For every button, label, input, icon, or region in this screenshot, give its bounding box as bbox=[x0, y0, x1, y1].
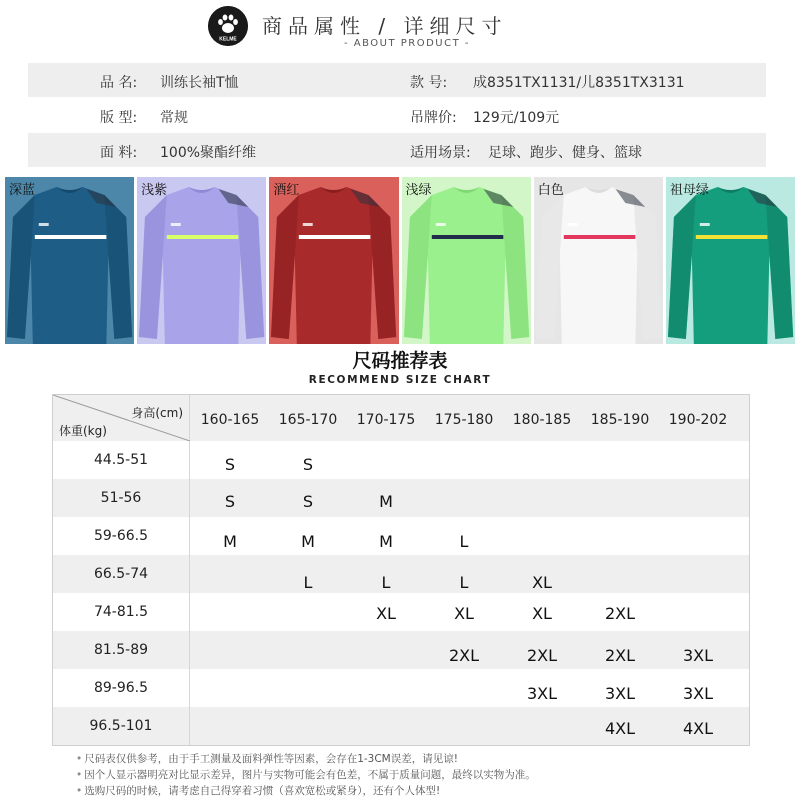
color-swatch bbox=[666, 177, 795, 344]
color-swatch bbox=[5, 177, 134, 344]
long-sleeve-shirt-icon bbox=[534, 177, 663, 344]
note-item bbox=[76, 783, 776, 799]
size-cell bbox=[191, 631, 269, 669]
size-cell: S bbox=[224, 455, 236, 474]
note-item bbox=[76, 767, 776, 783]
size-cell bbox=[659, 441, 737, 479]
size-cell: M bbox=[223, 532, 237, 551]
fabric-label: 面 料: bbox=[100, 145, 138, 161]
size-cell bbox=[269, 593, 347, 631]
size-chart-subtitle: RECOMMEND SIZE CHART bbox=[308, 374, 492, 386]
size-cell: 3XL bbox=[526, 684, 558, 703]
fit-value: 常规 bbox=[160, 110, 188, 126]
price-value: 129元/109元 bbox=[473, 110, 560, 126]
height-column-header: 185-190 bbox=[590, 412, 650, 428]
size-cell bbox=[425, 669, 503, 707]
size-cell: 2XL bbox=[526, 646, 558, 665]
size-cell: S bbox=[302, 492, 314, 511]
size-row bbox=[53, 669, 749, 707]
weight-range-cell: 81.5-89 bbox=[53, 631, 190, 669]
size-cell: 2XL bbox=[604, 646, 636, 665]
color-swatch bbox=[402, 177, 531, 344]
weight-range-cell: 51-56 bbox=[53, 479, 190, 517]
height-column-header: 175-180 bbox=[434, 412, 494, 428]
long-sleeve-shirt-icon bbox=[137, 177, 266, 344]
note-text: 尺码表仅供参考，由于手工测量及面料弹性等因素，会存在1-3CM误差，请见谅! bbox=[84, 753, 458, 765]
note-text: 选购尺码的时候，请考虑自己得穿着习惯（喜欢宽松或紧身），还有个人体型! bbox=[84, 785, 441, 797]
bullet-icon: • bbox=[76, 785, 83, 797]
size-cell bbox=[269, 707, 347, 745]
size-cell: M bbox=[379, 492, 393, 511]
note-text: 因个人显示器明亮对比显示差异，图片与实物可能会有色差，不属于质量问题，最终以实物为准。 bbox=[84, 769, 536, 781]
size-cell bbox=[347, 707, 425, 745]
weight-range-cell: 74-81.5 bbox=[53, 593, 190, 631]
color-swatch-label: 祖母绿 bbox=[669, 183, 709, 198]
size-cell bbox=[581, 441, 659, 479]
color-swatch bbox=[137, 177, 266, 344]
size-row bbox=[53, 555, 749, 593]
size-cell bbox=[191, 593, 269, 631]
size-row bbox=[53, 517, 749, 555]
color-swatch bbox=[534, 177, 663, 344]
size-row bbox=[53, 593, 749, 631]
size-cell bbox=[659, 555, 737, 593]
size-cell bbox=[191, 707, 269, 745]
size-cell bbox=[503, 479, 581, 517]
color-swatch-label: 浅绿 bbox=[405, 183, 432, 198]
fit-label: 版 型: bbox=[100, 110, 138, 126]
size-cell bbox=[191, 555, 269, 593]
paw-logo-icon bbox=[208, 6, 248, 46]
size-cell bbox=[659, 479, 737, 517]
size-cell: 3XL bbox=[682, 646, 714, 665]
height-column-header: 180-185 bbox=[512, 412, 572, 428]
size-cell bbox=[503, 517, 581, 555]
size-cell: S bbox=[302, 455, 314, 474]
price-label: 吊牌价: bbox=[410, 110, 457, 126]
height-column-header: 190-202 bbox=[668, 412, 728, 428]
notes bbox=[76, 751, 776, 799]
size-cell bbox=[269, 631, 347, 669]
size-chart-title: 尺码推荐表 bbox=[352, 350, 448, 372]
size-cell bbox=[503, 441, 581, 479]
size-cell: 2XL bbox=[604, 604, 636, 623]
size-cell bbox=[347, 441, 425, 479]
long-sleeve-shirt-icon bbox=[269, 177, 398, 344]
weight-range-cell: 44.5-51 bbox=[53, 441, 190, 479]
weight-range-cell: 66.5-74 bbox=[53, 555, 190, 593]
size-cell: XL bbox=[454, 604, 474, 623]
size-cell bbox=[503, 707, 581, 745]
size-row bbox=[53, 441, 749, 479]
height-column-header: 170-175 bbox=[356, 412, 416, 428]
color-swatch-label: 白色 bbox=[537, 183, 564, 198]
page-title: 商品属性 / 详细尺寸 bbox=[262, 14, 508, 38]
size-cell bbox=[659, 593, 737, 631]
size-cell: 4XL bbox=[604, 719, 636, 738]
fabric-value: 100%聚酯纤维 bbox=[160, 145, 257, 161]
size-chart-table bbox=[52, 394, 750, 746]
size-cell: S bbox=[224, 492, 236, 511]
weight-range-cell: 96.5-101 bbox=[53, 707, 190, 745]
size-cell: XL bbox=[376, 604, 396, 623]
color-swatch-label: 深蓝 bbox=[9, 183, 36, 198]
size-cell bbox=[581, 479, 659, 517]
height-column-header: 165-170 bbox=[278, 412, 338, 428]
height-axis-label: 身高(cm) bbox=[131, 406, 183, 420]
size-cell: 3XL bbox=[682, 684, 714, 703]
long-sleeve-shirt-icon bbox=[666, 177, 795, 344]
long-sleeve-shirt-icon bbox=[5, 177, 134, 344]
color-swatches bbox=[5, 177, 795, 344]
scene-label: 适用场景: bbox=[410, 145, 471, 161]
size-cell: XL bbox=[532, 604, 552, 623]
size-cell bbox=[347, 631, 425, 669]
long-sleeve-shirt-icon bbox=[402, 177, 531, 344]
size-cell: M bbox=[379, 532, 393, 551]
weight-range-cell: 89-96.5 bbox=[53, 669, 190, 707]
bullet-icon: • bbox=[76, 753, 83, 765]
size-cell bbox=[581, 555, 659, 593]
color-swatch-label: 浅紫 bbox=[141, 183, 168, 198]
size-row bbox=[53, 631, 749, 669]
scene-value: 足球、跑步、健身、篮球 bbox=[488, 145, 642, 161]
size-cell bbox=[425, 441, 503, 479]
size-cell: 3XL bbox=[604, 684, 636, 703]
color-swatch-label: 酒红 bbox=[273, 183, 300, 198]
size-cell: 4XL bbox=[682, 719, 714, 738]
size-cell: L bbox=[303, 573, 313, 592]
size-row bbox=[53, 707, 749, 745]
size-row bbox=[53, 479, 749, 517]
size-cell: L bbox=[459, 573, 469, 592]
size-cell: 2XL bbox=[448, 646, 480, 665]
color-swatch bbox=[269, 177, 398, 344]
size-cell: M bbox=[301, 532, 315, 551]
note-item bbox=[76, 751, 776, 767]
logo-text: KELME bbox=[219, 36, 237, 43]
size-cell bbox=[269, 669, 347, 707]
name-label: 品 名: bbox=[100, 75, 138, 91]
page-subtitle: - ABOUT PRODUCT - bbox=[343, 38, 471, 49]
weight-range-cell: 59-66.5 bbox=[53, 517, 190, 555]
size-cell: L bbox=[459, 532, 469, 551]
corner-cell bbox=[53, 395, 190, 441]
size-cell: XL bbox=[532, 573, 552, 592]
name-value: 训练长袖T恤 bbox=[160, 75, 239, 91]
size-cell bbox=[425, 479, 503, 517]
size-cell bbox=[425, 707, 503, 745]
bullet-icon: • bbox=[76, 769, 83, 781]
attribute-band-2 bbox=[28, 133, 766, 167]
style-value: 成8351TX1131/儿8351TX3131 bbox=[473, 75, 685, 91]
size-cell bbox=[191, 669, 269, 707]
weight-axis-label: 体重(kg) bbox=[59, 424, 107, 438]
style-label: 款 号: bbox=[410, 75, 448, 91]
size-cell: L bbox=[381, 573, 391, 592]
height-column-header: 160-165 bbox=[200, 412, 260, 428]
size-cell bbox=[347, 669, 425, 707]
size-cell bbox=[581, 517, 659, 555]
size-cell bbox=[659, 517, 737, 555]
brand-logo bbox=[208, 6, 248, 46]
size-chart-header-row bbox=[53, 395, 749, 441]
